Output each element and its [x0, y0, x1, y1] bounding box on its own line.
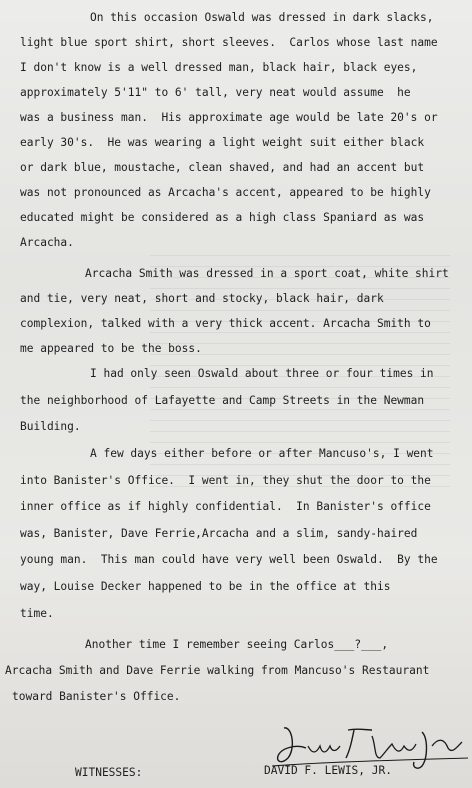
witnesses-label: WITNESSES:	[75, 766, 143, 779]
signer-name: DAVID F. LEWIS, JR.	[264, 764, 392, 777]
text-line: educated might be considered as a high class Spaniard as was	[20, 211, 425, 224]
text-line: time.	[20, 607, 54, 620]
text-line: me appeared to be the boss.	[20, 342, 202, 355]
text-line: way, Louise Decker happened to be in the office at this	[20, 580, 391, 593]
text-line: Arcacha.	[20, 236, 74, 249]
text-line: into Banister's Office. I went in, they shut the door to the	[20, 474, 431, 487]
text-line: On this occasion Oswald was dressed in dark slacks,	[90, 11, 434, 24]
text-line: approximately 5'11" to 6' tall, very neat would assume he	[20, 86, 411, 99]
text-line: early 30's. He was wearing a light weight suit either black	[20, 136, 425, 149]
text-line: was, Banister, Dave Ferrie,Arcacha and a slim, sandy-haired	[20, 527, 418, 540]
text-line: inner office as if highly confidential. In Banister's office	[20, 500, 431, 513]
text-line: was a business man. His approximate age would be late 20's or	[20, 111, 438, 124]
text-line: toward Banister's Office.	[12, 690, 181, 703]
text-line: complexion, talked with a very thick accent. Arcacha Smith to	[20, 317, 431, 330]
text-line: or dark blue, moustache, clean shaved, and had an accent but	[20, 161, 425, 174]
text-line: Another time I remember seeing Carlos___?___,	[85, 638, 389, 651]
text-line: was not pronounced as Arcacha's accent, appeared to be highly	[20, 186, 431, 199]
text-line: and tie, very neat, short and stocky, black hair, dark	[20, 292, 384, 305]
text-line: Building.	[20, 420, 81, 433]
text-line: light blue sport shirt, short sleeves. Carlos whose last name	[20, 36, 438, 49]
text-line: Arcacha Smith and Dave Ferrie walking from Mancuso's Restaurant	[5, 664, 430, 677]
text-line: the neighborhood of Lafayette and Camp Streets in the Newman	[20, 394, 425, 407]
text-line: young man. This man could have very well been Oswald. By the	[20, 553, 438, 566]
text-line: A few days either before or after Mancuso's, I went	[90, 447, 434, 460]
text-line: I don't know is a well dressed man, black hair, black eyes,	[20, 61, 418, 74]
text-line: Arcacha Smith was dressed in a sport coat, white shirt	[85, 267, 449, 280]
text-line: I had only seen Oswald about three or four times in	[90, 367, 434, 380]
